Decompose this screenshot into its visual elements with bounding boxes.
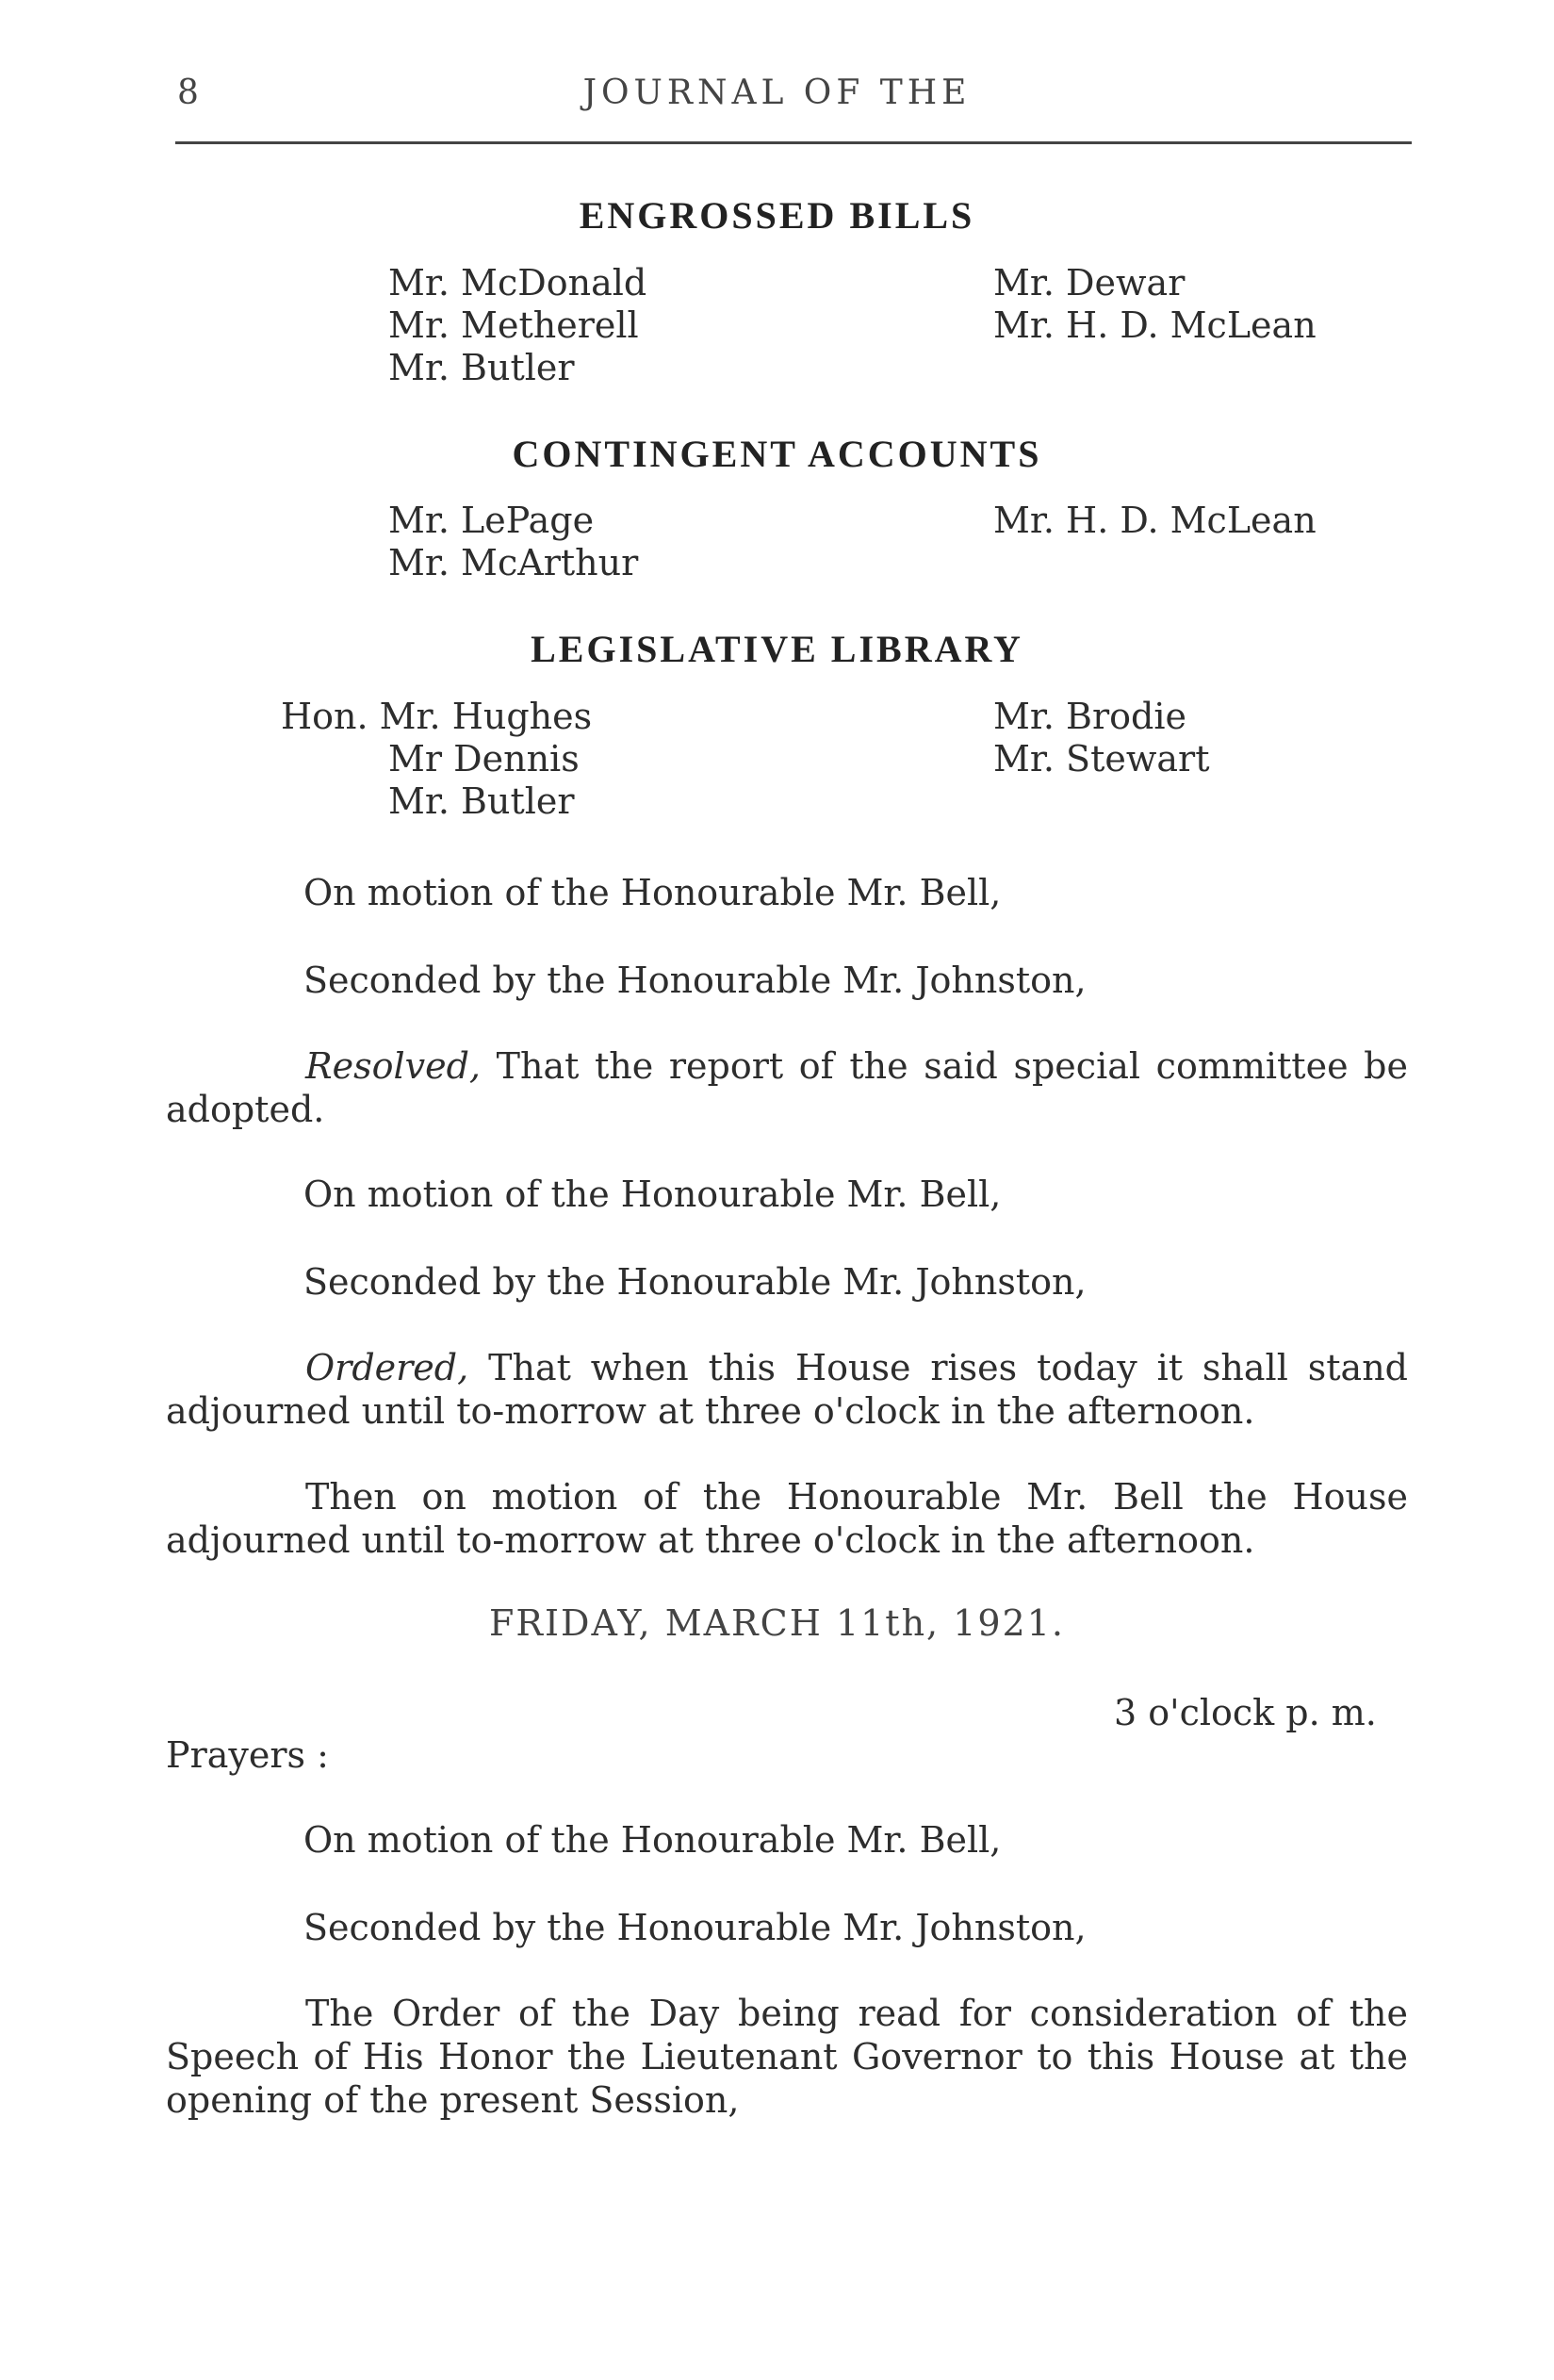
legislative-library-member: Hon. Mr. Hughes	[281, 696, 593, 737]
legislative-library-member: Mr. Brodie	[993, 696, 1186, 737]
contingent-accounts-member: Mr. McArthur	[388, 542, 639, 583]
session-time: 3 o'clock p. m.	[1114, 1692, 1377, 1733]
resolved-text: That the report of the said special committee be adopted.	[166, 1045, 1408, 1130]
motion-line: On motion of the Honourable Mr. Bell,	[303, 872, 1002, 913]
contingent-accounts-heading: CONTINGENT ACCOUNTS	[512, 433, 1042, 475]
resolved-paragraph	[166, 1044, 1408, 1131]
legislative-library-heading: LEGISLATIVE LIBRARY	[531, 628, 1023, 670]
engrossed-bills-member: Mr. Butler	[388, 347, 575, 388]
date-heading: FRIDAY, MARCH 11th, 1921.	[488, 1602, 1065, 1644]
motion-line: On motion of the Honourable Mr. Bell,	[303, 1174, 1002, 1215]
ordered-text: That when this House rises today it shall stand adjourned until to-morrow at three o'clock in the afternoon.	[166, 1347, 1408, 1432]
engrossed-bills-member: Mr. H. D. McLean	[993, 304, 1317, 346]
engrossed-bills-member: Mr. Metherell	[388, 304, 639, 346]
adjournment-paragraph: Then on motion of the Honourable Mr. Bell the House adjourned until to-morrow at three o'clock in the afternoon.	[166, 1476, 1408, 1561]
ordered-word: Ordered,	[305, 1347, 469, 1388]
order-of-day-paragraph: The Order of the Day being read for consideration of the Speech of His Honor the Lieutenant Governor to this House at the opening of the present Session,	[166, 1993, 1408, 2121]
seconded-line: Seconded by the Honourable Mr. Johnston,	[303, 960, 1087, 1001]
legislative-library-member: Mr. Stewart	[993, 738, 1210, 780]
motion-line: On motion of the Honourable Mr. Bell,	[303, 1819, 1002, 1861]
legislative-library-member: Mr. Butler	[388, 780, 575, 822]
seconded-line: Seconded by the Honourable Mr. Johnston,	[303, 1907, 1087, 1948]
header-rule	[175, 141, 1412, 144]
contingent-accounts-member: Mr. LePage	[388, 500, 595, 541]
engrossed-bills-member: Mr. Dewar	[993, 262, 1186, 304]
page-number: 8	[177, 74, 199, 112]
resolved-word: Resolved,	[305, 1045, 481, 1087]
seconded-line: Seconded by the Honourable Mr. Johnston,	[303, 1261, 1087, 1303]
legislative-library-member: Mr Dennis	[388, 738, 580, 780]
ordered-paragraph	[166, 1346, 1408, 1433]
engrossed-bills-heading: ENGROSSED BILLS	[579, 194, 975, 237]
contingent-accounts-member: Mr. H. D. McLean	[993, 500, 1317, 541]
prayers-label: Prayers :	[166, 1734, 329, 1776]
engrossed-bills-member: Mr. McDonald	[388, 262, 647, 304]
running-title: JOURNAL OF THE	[582, 74, 972, 112]
